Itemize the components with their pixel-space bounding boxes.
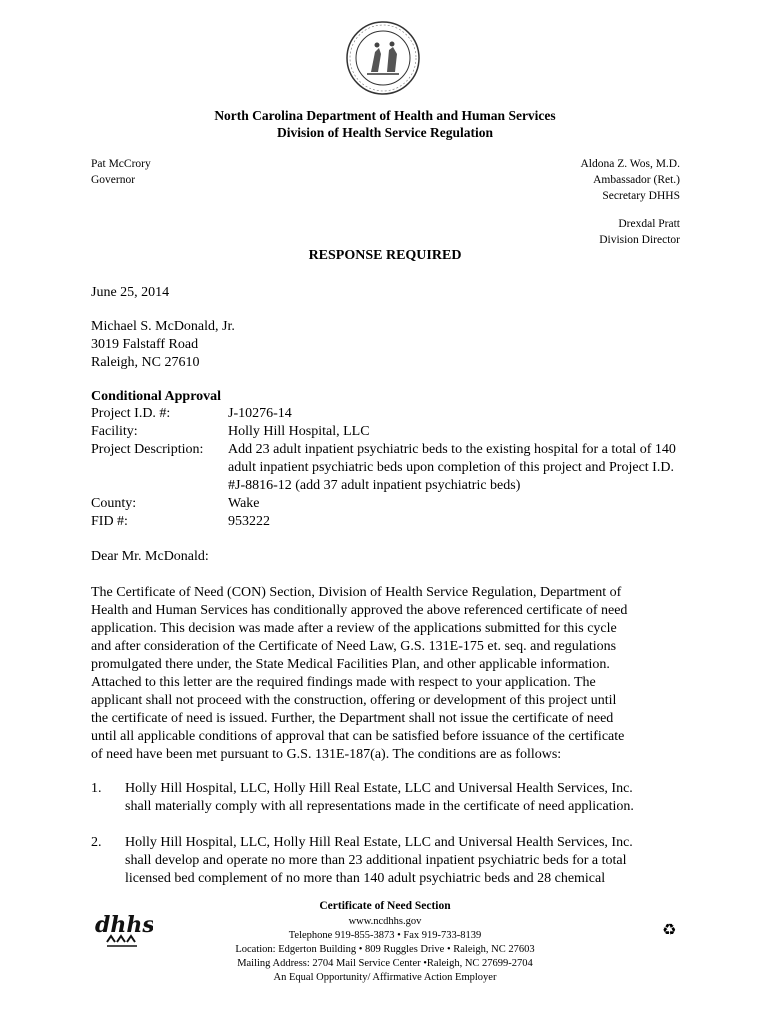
secretary-name: Aldona Z. Wos, M.D.: [580, 158, 680, 170]
detail-value: Holly Hill Hospital, LLC: [228, 424, 370, 439]
director-name: Drexdal Pratt: [618, 218, 680, 230]
body-paragraph: [91, 584, 691, 764]
footer-section-name: Certificate of Need Section: [319, 900, 451, 912]
detail-label: Facility:: [91, 424, 138, 439]
governor-block: [91, 156, 151, 188]
footer-location: Location: Edgerton Building • 809 Ruggles Drive • Raleigh, NC 27603: [235, 944, 535, 955]
detail-label: County:: [91, 496, 137, 511]
secretary-title-1: Ambassador (Ret.): [593, 174, 680, 186]
condition-number: 1.: [91, 781, 102, 796]
detail-label: Project I.D. #:: [91, 406, 171, 421]
governor-title: Governor: [91, 174, 136, 186]
detail-row-description: [91, 441, 682, 495]
address-line-1: Michael S. McDonald, Jr.: [91, 319, 235, 334]
detail-value: 953222: [228, 514, 270, 529]
condition-line: Holly Hill Hospital, LLC, Holly Hill Real Estate, LLC and Universal Health Services, Inc.: [125, 781, 633, 796]
detail-label: FID #:: [91, 514, 128, 529]
paragraph-line: Health and Human Services has conditionally approved the above referenced certificate of need: [91, 603, 628, 618]
project-details: [91, 405, 682, 531]
letter-date: June 25, 2014: [91, 285, 170, 300]
department-name: North Carolina Department of Health and Human Services: [214, 108, 556, 123]
detail-value: Add 23 adult inpatient psychiatric beds to the existing hospital for a total of 140 adult inpatient psychiatric beds upon completion of this project and Project I.D. #J-8816-12 (add 37 adult inpatient psychiatric beds): [228, 442, 676, 493]
division-name: Division of Health Service Regulation: [277, 125, 493, 140]
detail-value: Wake: [228, 496, 260, 511]
detail-label: Project Description:: [91, 442, 204, 457]
recipient-address: [91, 318, 235, 372]
address-line-2: 3019 Falstaff Road: [91, 337, 199, 352]
condition-line: Holly Hill Hospital, LLC, Holly Hill Real Estate, LLC and Universal Health Services, Inc.: [125, 835, 633, 850]
paragraph-line: The Certificate of Need (CON) Section, Division of Health Service Regulation, Department of: [91, 585, 622, 600]
director-block: [599, 216, 680, 248]
paragraph-line: applicant shall not proceed with the construction, offering or development of this project until: [91, 693, 617, 708]
paragraph-line: the certificate of need is issued. Further, the Department shall not issue the certificate of need: [91, 711, 614, 726]
detail-value: J-10276-14: [228, 406, 292, 421]
condition-number: 2.: [91, 835, 102, 850]
detail-row-project-id: [91, 405, 682, 423]
response-required-notice: RESPONSE REQUIRED: [308, 248, 462, 263]
paragraph-line: Attached to this letter are the required findings made with respect to your application. The: [91, 675, 596, 690]
paragraph-line: of need have been met pursuant to G.S. 131E-187(a). The conditions are as follows:: [91, 747, 562, 762]
condition-line: shall develop and operate no more than 23 additional inpatient psychiatric beds for a total: [125, 853, 627, 868]
paragraph-line: promulgated there under, the State Medical Facilities Plan, and other applicable information.: [91, 657, 610, 672]
paragraph-line: until all applicable conditions of approval that can be satisfied before issuance of the certificate: [91, 729, 625, 744]
state-seal: [345, 20, 421, 96]
salutation: Dear Mr. McDonald:: [91, 549, 209, 564]
recycle-icon: ♻: [662, 920, 677, 939]
detail-row-fid: [91, 513, 682, 531]
approval-heading: Conditional Approval: [91, 389, 222, 404]
dhhs-logo-lettering: dhhs: [95, 912, 153, 938]
secretary-title-2: Secretary DHHS: [602, 190, 680, 202]
detail-row-county: [91, 495, 682, 513]
governor-name: Pat McCrory: [91, 158, 151, 170]
director-title: Division Director: [599, 234, 680, 246]
paragraph-line: and after consideration of the Certificate of Need Law, G.S. 131E-175 et. seq. and regulations: [91, 639, 617, 654]
condition-line: shall materially comply with all representations made in the certificate of need application.: [125, 799, 634, 814]
footer-website: www.ncdhhs.gov: [348, 916, 422, 927]
address-line-3: Raleigh, NC 27610: [91, 355, 200, 370]
paragraph-line: application. This decision was made after a review of the applications submitted for this cycle: [91, 621, 617, 636]
footer-eeo: An Equal Opportunity/ Affirmative Action Employer: [273, 972, 497, 983]
footer-mailing-address: Mailing Address: 2704 Mail Service Center •Raleigh, NC 27699-2704: [237, 958, 533, 969]
condition-line: licensed bed complement of no more than 140 adult psychiatric beds and 28 chemical: [125, 871, 606, 886]
condition-item-2: [91, 834, 681, 888]
secretary-block: [581, 156, 681, 204]
condition-item-1: [91, 780, 681, 816]
detail-row-facility: [91, 423, 682, 441]
footer-phone: Telephone 919-855-3873 • Fax 919-733-8139: [288, 930, 482, 941]
